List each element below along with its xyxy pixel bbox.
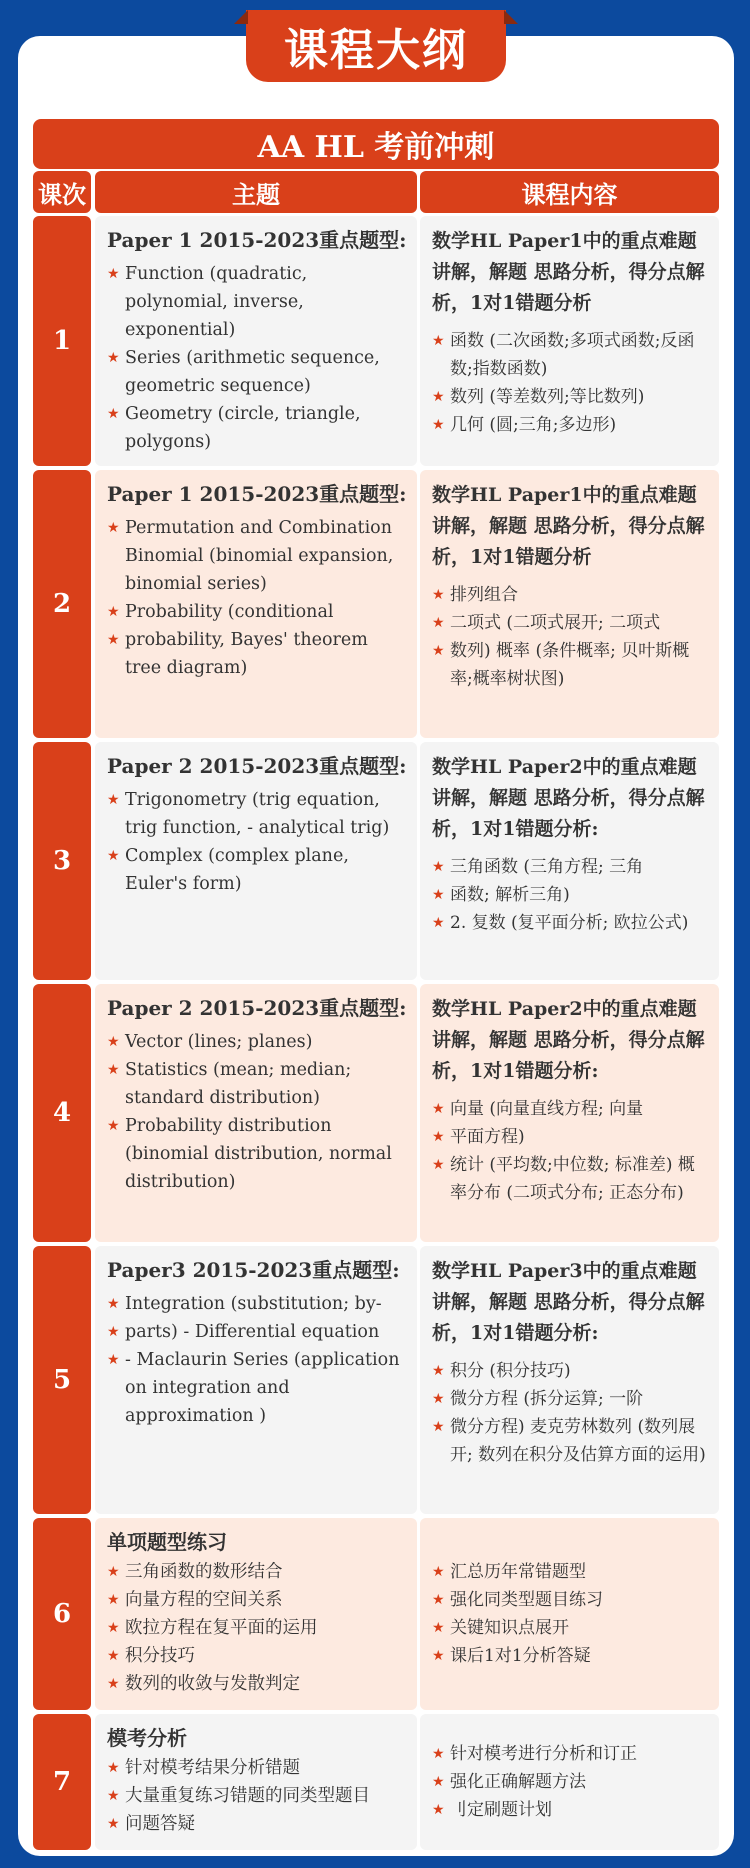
content-item: ★ 关键知识点展开 [432,1614,709,1642]
content-item: ★ 刂定刷题计划 [432,1796,709,1824]
content-item: ★ 强化正确解题方法 [432,1768,709,1796]
content-cell [420,1518,719,1710]
header-topic: 主题 [95,171,417,213]
content-item: ★ 函数 (二次函数;多项式函数;反函 数;指数函数) [432,327,709,383]
content-item: ★ 微分方程) 麦克劳林数列 (数列展开; 数列在积分及估算方面的运用) [432,1413,709,1469]
content-item: ★ 强化同类型题目练习 [432,1586,709,1614]
topic-heading: 单项题型练习 [107,1530,227,1554]
topic-cell [95,216,417,466]
content-item: ★ 平面方程) [432,1123,709,1151]
topic-item: ★ Vector (lines; planes) [107,1028,407,1056]
topic-item: ★ Series (arithmetic sequence, geometric sequence) [107,344,407,400]
topic-cell [95,1518,417,1710]
lesson-number: 5 [33,1246,91,1514]
content-heading: 数学HL Paper2中的重点难题讲解，解题 思路分析，得分点解析，1对1错题分析: [432,998,705,1082]
content-item: ★ 积分 (积分技巧) [432,1357,709,1385]
topic-item: ★ Trigonometry (trig equation, trig function, - analytical trig) [107,786,407,842]
content-item: ★ 函数; 解析三角) [432,881,709,909]
topic-heading: Paper3 2015-2023重点题型: [107,1258,400,1282]
content-item: ★ 数列 (等差数列;等比数列) [432,383,709,411]
topic-cell [95,1246,417,1514]
content-cell [420,742,719,980]
lesson-number: 6 [33,1518,91,1710]
content-item: ★ 2. 复数 (复平面分析; 欧拉公式) [432,909,709,937]
lesson-number: 4 [33,984,91,1242]
topic-cell [95,1714,417,1850]
topic-item: ★ Complex (complex plane, Euler's form) [107,842,407,898]
content-heading: 数学HL Paper2中的重点难题讲解，解题 思路分析，得分点解析，1对1错题分析: [432,756,705,840]
content-item: ★ 数列) 概率 (条件概率; 贝叶斯概率;概率树状图) [432,637,709,693]
topic-item: ★ 数列的收敛与发散判定 [107,1670,407,1698]
course-banner: AA HL 考前冲刺 [33,119,719,169]
content-item: ★ 课后1对1分析答疑 [432,1642,709,1670]
topic-heading: Paper 2 2015-2023重点题型: [107,754,407,778]
topic-item: ★ Function (quadratic, polynomial, inverse, exponential) [107,260,407,344]
topic-heading: Paper 1 2015-2023重点题型: [107,482,407,506]
topic-heading: Paper 2 2015-2023重点题型: [107,996,407,1020]
topic-heading: Paper 1 2015-2023重点题型: [107,228,407,252]
topic-item: ★ 大量重复练习错题的同类型题目 [107,1782,407,1810]
header-lesson-number: 课次 [33,171,91,213]
topic-item: ★ 针对模考结果分析错题 [107,1754,407,1782]
topic-item: ★ Probability distribution (binomial distribution, normal distribution) [107,1112,407,1196]
content-item: ★ 微分方程 (拆分运算; 一阶 [432,1385,709,1413]
topic-item: ★ 欧拉方程在复平面的运用 [107,1614,407,1642]
topic-item: ★ 问题答疑 [107,1810,407,1838]
topic-cell [95,984,417,1242]
topic-item: ★ parts) - Differential equation [107,1318,407,1346]
topic-item: ★ Statistics (mean; median; standard distribution) [107,1056,407,1112]
content-cell [420,984,719,1242]
topic-item: ★ 积分技巧 [107,1642,407,1670]
topic-item: ★ Permutation and Combination Binomial (binomial expansion, binomial series) [107,514,407,598]
content-item: ★ 几何 (圆;三角;多边形) [432,411,709,439]
topic-cell [95,742,417,980]
topic-heading: 模考分析 [107,1726,187,1750]
content-heading: 数学HL Paper3中的重点难题讲解，解题 思路分析，得分点解析，1对1错题分析: [432,1260,705,1344]
topic-item: ★ Probability (conditional [107,598,407,626]
content-item: ★ 二项式 (二项式展开; 二项式 [432,609,709,637]
content-item: ★ 汇总历年常错题型 [432,1558,709,1586]
topic-item: ★ - Maclaurin Series (application on integration and approximation ) [107,1346,407,1430]
content-cell [420,216,719,466]
topic-item: ★ probability, Bayes' theorem tree diagram) [107,626,407,682]
content-item: ★ 排列组合 [432,581,709,609]
topic-cell [95,470,417,738]
content-cell [420,470,719,738]
content-item: ★ 针对模考进行分析和订正 [432,1740,709,1768]
lesson-number: 7 [33,1714,91,1850]
content-cell [420,1714,719,1850]
content-heading: 数学HL Paper1中的重点难题讲解，解题 思路分析，得分点解析，1对1错题分析 [432,484,705,568]
lesson-number: 2 [33,470,91,738]
content-item: ★ 统计 (平均数;中位数; 标准差) 概率分布 (二项式分布; 正态分布) [432,1151,709,1207]
lesson-number: 3 [33,742,91,980]
topic-item: ★ 向量方程的空间关系 [107,1586,407,1614]
lesson-number: 1 [33,216,91,466]
topic-item: ★ Integration (substitution; by- [107,1290,407,1318]
content-cell [420,1246,719,1514]
topic-item: ★ Geometry (circle, triangle, polygons) [107,400,407,456]
content-item: ★ 三角函数 (三角方程; 三角 [432,853,709,881]
content-item: ★ 向量 (向量直线方程; 向量 [432,1095,709,1123]
topic-item: ★ 三角函数的数形结合 [107,1558,407,1586]
content-heading: 数学HL Paper1中的重点难题讲解，解题 思路分析，得分点解析，1对1错题分析 [432,230,705,314]
header-content: 课程内容 [420,171,719,213]
page-title: 课程大纲 [246,10,506,82]
